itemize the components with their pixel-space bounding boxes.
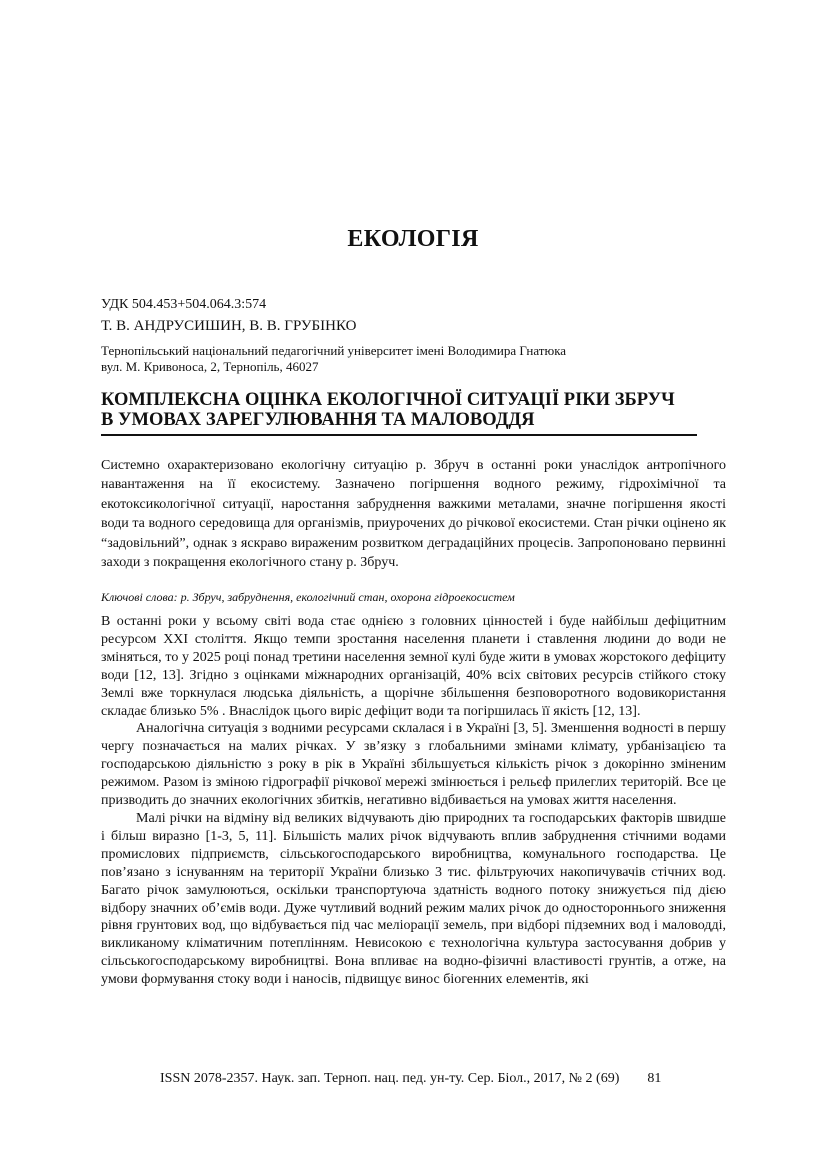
article-authors: Т. В. АНДРУСИШИН, В. В. ГРУБІНКО — [101, 318, 357, 334]
author-affiliation — [101, 343, 566, 375]
udk-code: УДК 504.453+504.064.3:574 — [101, 297, 267, 312]
body-paragraph: Малі річки на відміну від великих відчувають дію природних та господарських факторів швидше і більш виразно [1-3, 5, 11]. Більшість малих річок відчувають вплив забруднення стічними водами промислових підприємств, сільськогосподарського виробництва, комунального господарства. Це пов’язано з існуванням на території України близько 3 тис. фільтруючих накопичувачів стічних вод. Багато річок замулюються, оскільки транспортуюча здатність водного потоку знижується під дією відбору значних об’ємів води. Дуже чутливий водний режим малих річок до одностороннього зниження рівня грунтових вод, що відбувається під час меліорації земель, при відборі підземних вод і маловодді, викликаному кліматичним потеплінням. Невисокою є технологічна культура застосування добрив у сільськогосподарському виробництві. Вона впливає на водно-фізичні властивості грунтів, а отже, на умови формування стоку води і наносів, підвищує винос біогенних елементів, які — [101, 810, 726, 988]
journal-citation: ISSN 2078-2357. Наук. зап. Терноп. нац. пед. ун-ту. Сер. Біол., 2017, № 2 (69) — [160, 1071, 620, 1086]
affiliation-address: вул. М. Кривоноса, 2, Тернопіль, 46027 — [101, 359, 319, 374]
affiliation-institution: Тернопільський національний педагогічний університет імені Володимира Гнатюка — [101, 343, 567, 358]
article-title-line: КОМПЛЕКСНА ОЦІНКА ЕКОЛОГІЧНОЇ СИТУАЦІЇ РІКИ ЗБРУЧ — [101, 390, 675, 410]
section-heading: ЕКОЛОГІЯ — [347, 226, 479, 252]
page-number: 81 — [647, 1071, 662, 1086]
title-underline — [101, 434, 697, 436]
article-body — [101, 613, 726, 989]
article-title-line: В УМОВАХ ЗАРЕГУЛЮВАННЯ ТА МАЛОВОДДЯ — [101, 410, 535, 430]
body-paragraph: Аналогічна ситуація з водними ресурсами склалася і в Україні [3, 5]. Зменшення водності в першу чергу позначається на малих річках. У зв’язку з глобальними змінами клімату, урбанізацією та господарською діяльністю з року в рік в Україні збільшується кількість річок з докорінно зміненим режимом. Разом із зміною гідрографії річкової мережі змінюється і рельєф прилеглих територій. Все це призводить до значних екологічних збитків, негативно відбивається на умовах життя населення. — [101, 721, 726, 809]
page-footer — [160, 1071, 661, 1087]
article-title — [101, 390, 741, 430]
article-keywords: Ключові слова: р. Збруч, забруднення, екологічний стан, охорона гідроекосистем — [101, 590, 515, 604]
article-abstract: Системно охарактеризовано екологічну ситуацію р. Збруч в останні роки унаслідок антропічного навантаження на її екосистему. Зазначено погіршення водного режиму, гідрохімічної та екотоксикологічної ситуації, наростання забруднення важкими металами, значне погіршення якості води та водного середовища для організмів, приурочених до річкової екосистеми. Стан річки оцінено як “задовільний”, однак з яскраво вираженим розвитком деградаційних процесів. Запропоновано первинні заходи з покращення екологічного стану р. Збруч. — [101, 458, 726, 571]
body-paragraph: В останні роки у всьому світі вода стає однією з головних цінностей і буде найбільш дефіцитним ресурсом XXI століття. Якщо темпи зростання населення планети і ставлення людини до води не зміняться, то у 2025 році понад третини населення земної кулі буде жити в умовах жорстокого дефіциту води [12, 13]. Згідно з оцінками міжнародних організацій, 40% всіх світових ресурсів стійкого стоку Землі вже торкнулася людська діяльність, а щорічне збільшення безповоротного водовикористання складає близько 5% . Внаслідок цього виріс дефіцит води та погіршилась її якість [12, 13]. — [101, 614, 726, 719]
